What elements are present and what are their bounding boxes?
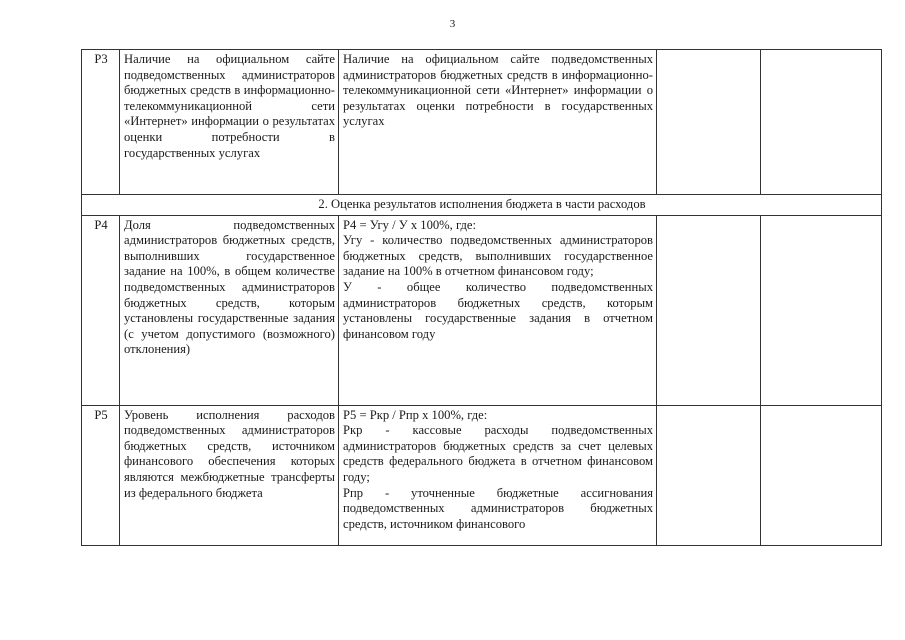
empty-cell [761,405,882,545]
indicator-code: Р5 [82,405,120,545]
section-title: 2. Оценка результатов исполнения бюджета в части расходов [82,195,882,216]
indicator-code: Р3 [82,50,120,195]
section-row [82,195,882,216]
indicators-table [81,49,882,546]
empty-cell [657,215,761,405]
indicator-name: Доля подведомственных администраторов бюджетных средств, выполнивших государственное задание на 100%, в общем количестве подведомственных администраторов бюджетных средств, которым установлены государственные задания (с учетом допустимого (возможного) отклонения) [120,215,339,405]
table-row-p3 [82,50,882,195]
formula-definition: Угу - количество подведомственных администраторов бюджетных средств, выполнивших государственное задание на 100% в отчетном финансовом году; [343,233,653,279]
page-number: 3 [449,18,456,30]
empty-cell [761,50,882,195]
table-row-p5 [82,405,882,545]
indicator-name: Наличие на официальном сайте подведомственных администраторов бюджетных средств в информационно-телекоммуникационной сети «Интернет» информации о результатах оценки потребности в государственных услугах [120,50,339,195]
formula-definition: Ркр - кассовые расходы подведомственных администраторов бюджетных средств за счет целевых средств федерального бюджета в отчетном финансовом году; [343,423,653,484]
calculation-method: Наличие на официальном сайте подведомственных администраторов бюджетных средств в информационно-телекоммуникационной сети «Интернет» информации о результатах оценки потребности в государственных услугах [339,50,657,195]
table-row-p4 [82,215,882,405]
empty-cell [761,215,882,405]
formula-definition: У - общее количество подведомственных администраторов бюджетных средств, которым установлены государственные задания в отчетном финансовом году [343,279,653,341]
calculation-method [339,405,657,545]
formula-definition: Рпр - уточненные бюджетные ассигнования подведомственных администраторов бюджетных средств, источником финансового [343,485,653,531]
formula: Р4 = Угу / У х 100%, где: [343,217,476,232]
empty-cell [657,50,761,195]
indicator-name: Уровень исполнения расходов подведомственных администраторов бюджетных средств, источником финансового обеспечения которых являются межбюджетные трансферты из федерального бюджета [120,405,339,545]
formula: Р5 = Ркр / Рпр х 100%, где: [343,407,488,422]
empty-cell [657,405,761,545]
calculation-method [339,215,657,405]
indicator-code: Р4 [82,215,120,405]
